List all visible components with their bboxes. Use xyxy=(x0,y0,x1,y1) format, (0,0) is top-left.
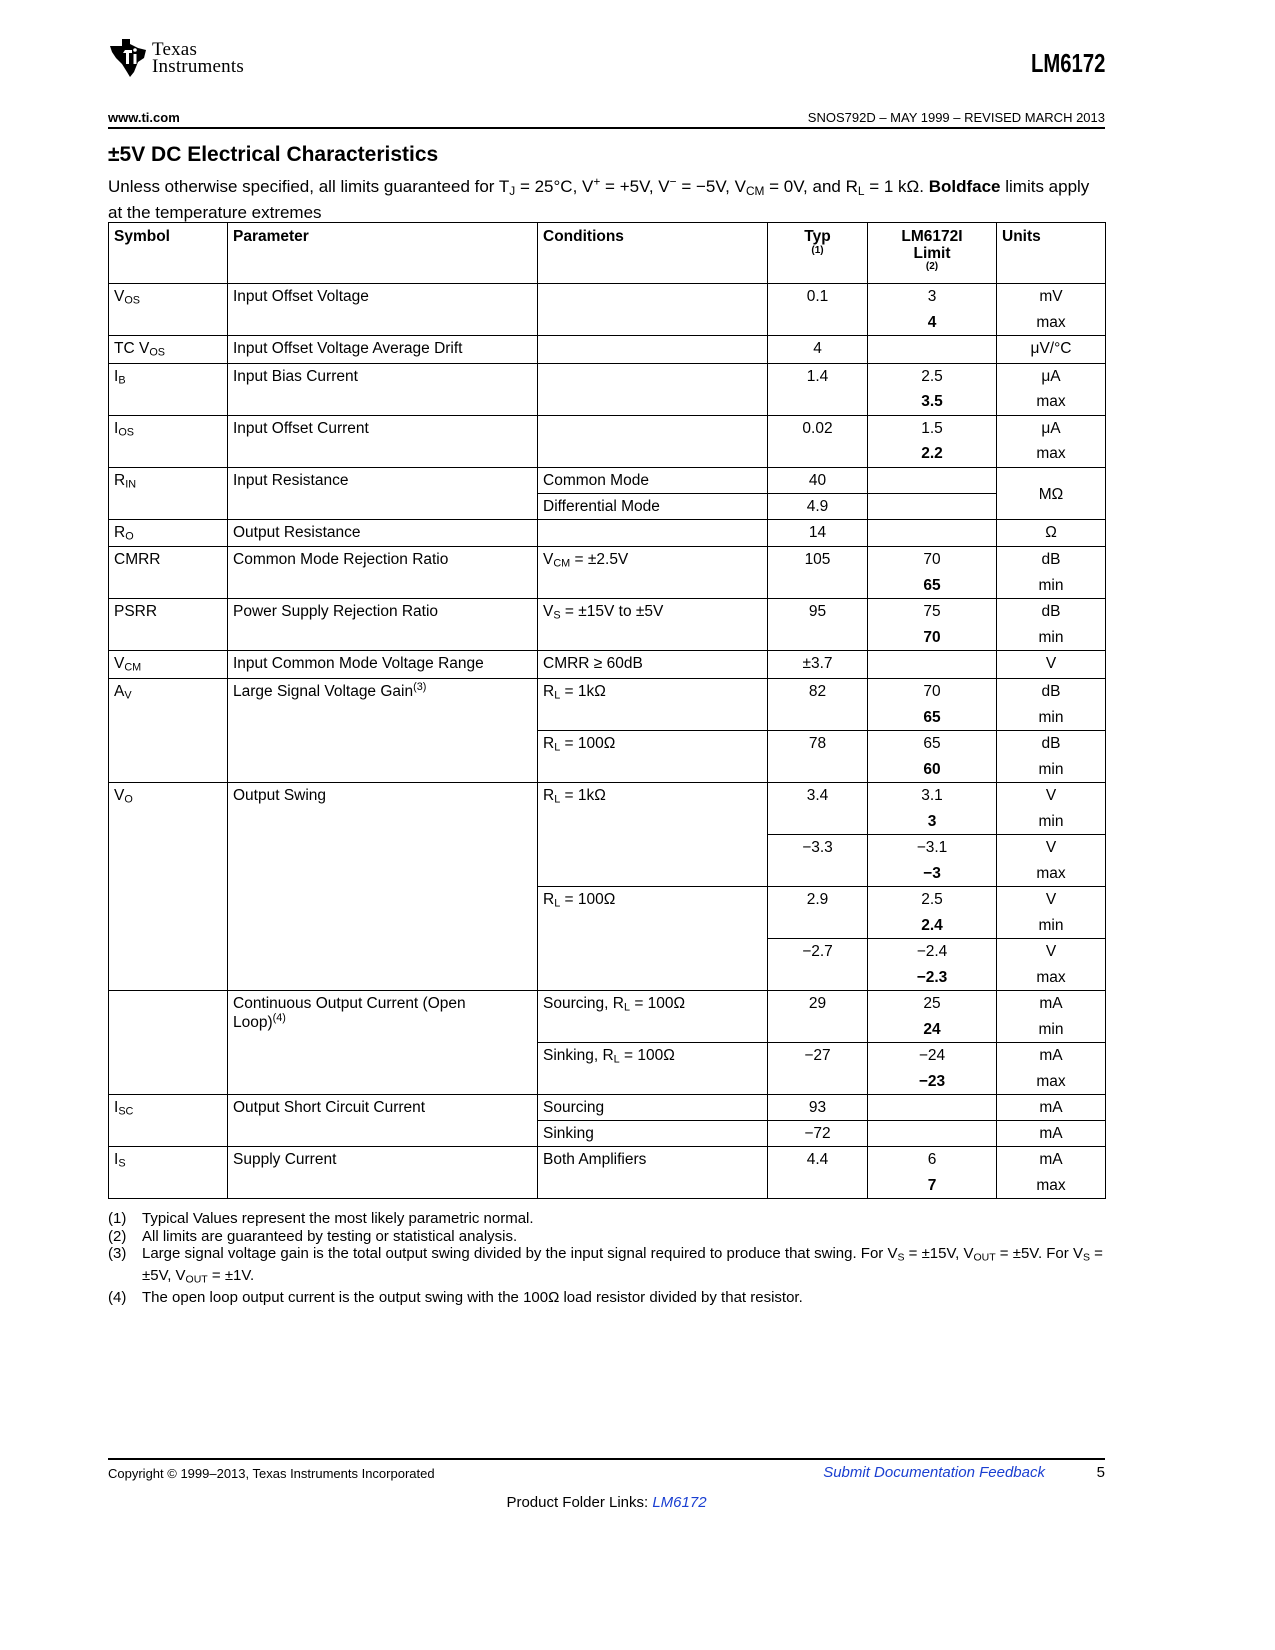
table-row: $R_{IN}$ Input Resistance Common Mode 40 MΩ xyxy=(109,467,1106,493)
table-row: $V_{CM}$ Input Common Mode Voltage Range CMRR ≥ 60dB ±3.7 V xyxy=(109,651,1106,679)
header-symbol: Symbol xyxy=(109,223,228,284)
table-row: Sinking, $R_L = 100\Omega$ −27 −24 mA xyxy=(109,1043,1106,1069)
table-row: 3 min xyxy=(109,809,1106,835)
table-row: −2.3 max xyxy=(109,965,1106,991)
header-limit: LM6172I Limit (2) xyxy=(868,223,997,284)
table-row: 70 min xyxy=(109,625,1106,651)
footnote-1: (1) Typical Values represent the most likely parametric normal. xyxy=(108,1210,534,1227)
table-row: 65 min xyxy=(109,573,1106,599)
footnote-4: (4) The open loop output current is the output swing with the 100Ω load resistor divided by that resistor. xyxy=(108,1289,803,1307)
table-row: $A_V$ Large Signal Voltage Gain$^{(3)}$ $R_L = 1k\Omega$ 82 70 dB xyxy=(109,679,1106,705)
table-row: 4 max xyxy=(109,310,1106,336)
table-row: $I_B$ Input Bias Current 1.4 2.5 μA xyxy=(109,363,1106,389)
table-row: −3 max xyxy=(109,861,1106,887)
copyright: Copyright © 1999–2013, Texas Instruments Incorporated xyxy=(108,1466,435,1481)
table-header-row xyxy=(109,223,1106,284)
header-typ: Typ (1) xyxy=(768,223,868,284)
header-rule xyxy=(108,127,1105,129)
part-number-title: LM6172 xyxy=(1030,48,1105,78)
intro-paragraph: Unless otherwise specified, all limits guaranteed for $T_J = 25^\circ C$, V+ = +5V, V− = −5V, $V_{CM} = 0V$, and $R_L = 1$ kΩ. Boldface limits apply at the temperature extremes xyxy=(108,174,1090,222)
table-row: $R_O$ Output Resistance 14 Ω xyxy=(109,519,1106,547)
product-folder-link[interactable]: LM6172 xyxy=(652,1494,707,1511)
ti-logo-icon xyxy=(108,36,148,80)
header-units: Units xyxy=(997,223,1106,284)
table-row: PSRR Power Supply Rejection Ratio $V_S = \pm 15V$ to ±5V 95 75 dB xyxy=(109,599,1106,625)
table-row: 3.5 max xyxy=(109,389,1106,415)
table-row: $V_O$ Output Swing $R_L = 1k\Omega$ 3.4 3.1 V xyxy=(109,783,1106,809)
website-link[interactable]: www.ti.com xyxy=(108,110,180,125)
page-number: 5 xyxy=(1096,1464,1105,1481)
product-folder-links: Product Folder Links: LM6172 xyxy=(506,1494,707,1511)
ti-wordmark xyxy=(152,41,244,75)
table-row: −23 max xyxy=(109,1069,1106,1095)
logo-line-2: Instruments xyxy=(152,56,244,77)
header-parameter: Parameter xyxy=(228,223,538,284)
logo-line-1: Texas xyxy=(152,39,198,60)
ti-logo xyxy=(108,34,244,82)
table-row: $R_L = 100\Omega$ 2.9 2.5 V xyxy=(109,887,1106,913)
table-row: 7 max xyxy=(109,1173,1106,1199)
table-row: $V_{OS}$ Input Offset Voltage 0.1 3 mV xyxy=(109,284,1106,310)
section-title: ±5V DC Electrical Characteristics xyxy=(108,143,439,166)
footnote-3: (3) Large signal voltage gain is the total output swing divided by the input signal required to produce that swing. For $V_S = \pm 15V$, $V_{OUT} = \pm 5V$. For $V_S = \pm 5V$, $V_{OUT} = \pm 1V$. xyxy=(108,1245,1103,1286)
table-row: 65 min xyxy=(109,705,1106,731)
document-id: SNOS792D – MAY 1999 – REVISED MARCH 2013 xyxy=(807,110,1105,125)
table-row: Sinking −72 mA xyxy=(109,1121,1106,1147)
table-row: $I_S$ Supply Current Both Amplifiers 4.4 6 mA xyxy=(109,1147,1106,1173)
header-conditions: Conditions xyxy=(538,223,768,284)
table-row: 24 min xyxy=(109,1017,1106,1043)
table-row: $I_{SC}$ Output Short Circuit Current Sourcing 93 mA xyxy=(109,1095,1106,1121)
footnote-2: (2) All limits are guaranteed by testing or statistical analysis. xyxy=(108,1227,518,1245)
table-row: −3.3 −3.1 V xyxy=(109,835,1106,861)
table-row: −2.7 −2.4 V xyxy=(109,939,1106,965)
table-row: $R_L = 100\Omega$ 78 65 dB xyxy=(109,731,1106,757)
footnotes xyxy=(108,1210,1105,1307)
table-row: 60 min xyxy=(109,757,1106,783)
electrical-characteristics-table xyxy=(108,222,1106,1199)
feedback-link[interactable]: Submit Documentation Feedback xyxy=(823,1464,1045,1481)
table-row: 2.4 min xyxy=(109,913,1106,939)
table-row: Continuous Output Current (Open Loop)$^{(4)}$ Sourcing, $R_L = 100\Omega$ 29 25 mA xyxy=(109,991,1106,1017)
table-row: 2.2 max xyxy=(109,441,1106,467)
table-row: $I_{OS}$ Input Offset Current 0.02 1.5 μA xyxy=(109,415,1106,441)
table-row: TC $V_{OS}$ Input Offset Voltage Average Drift 4 μV/°C xyxy=(109,336,1106,364)
footer-rule xyxy=(108,1458,1105,1460)
table-row: CMRR Common Mode Rejection Ratio $V_{CM} = \pm 2.5V$ 105 70 dB xyxy=(109,547,1106,573)
table-row: Differential Mode 4.9 xyxy=(109,493,1106,519)
